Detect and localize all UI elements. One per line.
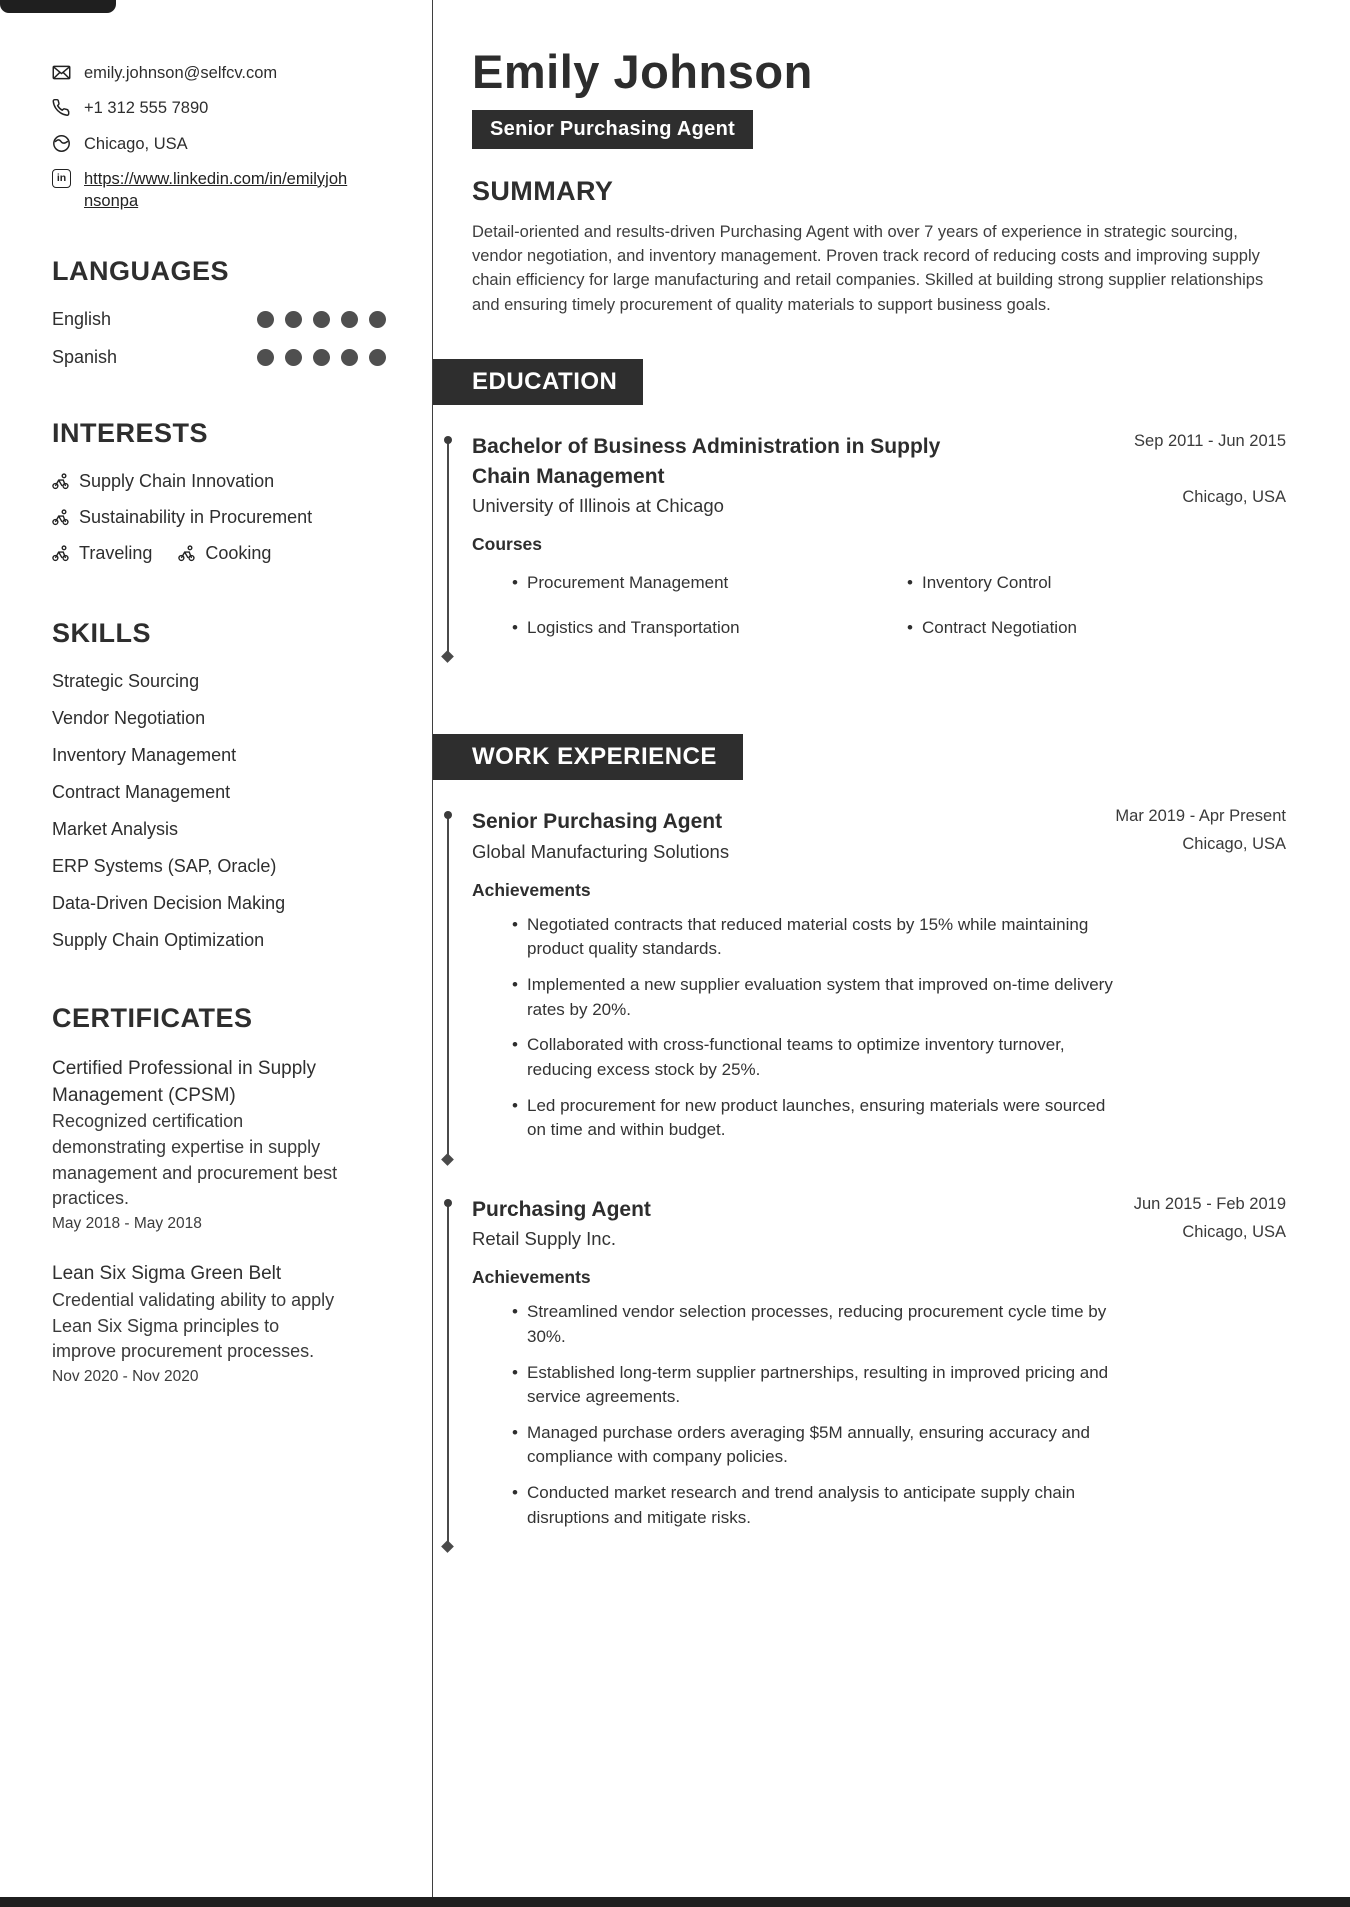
interest-item [52, 543, 152, 564]
language-row [52, 347, 386, 368]
linkedin-icon [52, 169, 71, 188]
course-item: • Contract Negotiation [867, 616, 1262, 641]
achievements-list [472, 913, 1117, 1143]
skill-item: Data-Driven Decision Making [52, 893, 286, 914]
experience-location: Chicago, USA [1182, 835, 1286, 854]
contact-list [52, 62, 386, 212]
contact-email-text: emily.johnson@selfcv.com [84, 64, 278, 82]
skills-heading: SKILLS [52, 618, 152, 649]
education-section-header: EDUCATION [433, 359, 643, 405]
course-item: • Inventory Control [867, 571, 1262, 596]
contact-item-location [52, 133, 386, 155]
level-dot [369, 311, 386, 328]
skill-item: Strategic Sourcing [52, 671, 200, 692]
level-dot [285, 349, 302, 366]
timeline-line [447, 441, 449, 656]
education-entry [472, 432, 1286, 640]
envelope-icon [52, 63, 71, 82]
contact-location-text: Chicago, USA [84, 134, 188, 153]
interest-label: Sustainability in Procurement [79, 507, 313, 528]
achievement-item: • Negotiated contracts that reduced material costs by 15% while maintaining product quality standards. [472, 913, 1117, 962]
experience-section-header: WORK EXPERIENCE [433, 734, 743, 780]
company-name: Global Manufacturing Solutions [472, 840, 730, 862]
skill-item: ERP Systems (SAP, Oracle) [52, 856, 277, 877]
company-name: Retail Supply Inc. [472, 1228, 616, 1250]
level-dot [257, 349, 274, 366]
skill-item: Market Analysis [52, 819, 179, 840]
experience-entry-header [472, 1195, 1286, 1250]
level-dot [369, 349, 386, 366]
timeline-line [447, 816, 449, 1159]
candidate-name: Emily Johnson [472, 45, 813, 98]
job-title-badge: Senior Purchasing Agent [472, 110, 753, 149]
interest-item [52, 471, 386, 492]
skill-item: Inventory Management [52, 745, 237, 766]
achievement-item: • Managed purchase orders averaging $5M annually, ensuring accuracy and compliance with company policies. [472, 1421, 1117, 1470]
contact-item-phone [52, 97, 386, 119]
certificate-item [52, 1261, 340, 1386]
skill-item: Vendor Negotiation [52, 708, 206, 729]
degree-title: Bachelor of Business Administration in Supply Chain Management [472, 435, 941, 488]
achievement-item: • Implemented a new supplier evaluation system that improved on-time delivery rates by 20%. [472, 973, 1117, 1022]
language-row [52, 309, 386, 330]
contact-item-email [52, 62, 386, 84]
timeline-diamond [441, 1540, 454, 1553]
education-entry-meta [1134, 432, 1286, 517]
certificate-date: May 2018 - May 2018 [52, 1215, 202, 1233]
experience-dates: Mar 2019 - Apr Present [1115, 807, 1286, 826]
experience-entry-left [472, 1195, 651, 1250]
sidebar [0, 0, 433, 1897]
position-title: Purchasing Agent [472, 1197, 651, 1221]
certificate-description: Credential validating ability to apply Lean Six Sigma principles to improve procurement processes. [52, 1289, 335, 1362]
linkedin-link[interactable]: https://www.linkedin.com/in/emilyjohnsonpa [84, 169, 348, 211]
experience-entry [472, 1195, 1286, 1531]
interest-label: Traveling [79, 543, 153, 564]
timeline-dot [444, 1199, 452, 1207]
interest-label: Cooking [205, 543, 272, 564]
achievement-item: • Conducted market research and trend analysis to anticipate supply chain disruptions and mitigate risks. [472, 1481, 1117, 1530]
certificate-date: Nov 2020 - Nov 2020 [52, 1368, 199, 1386]
globe-icon [52, 134, 71, 153]
achievement-item: • Streamlined vendor selection processes, reducing procurement cycle time by 30%. [472, 1300, 1117, 1349]
level-dot [313, 311, 330, 328]
phone-icon [52, 98, 71, 117]
contact-phone-text: +1 312 555 7890 [84, 99, 209, 118]
achievement-item: • Established long-term supplier partnerships, resulting in improved pricing and service agreements. [472, 1361, 1117, 1410]
interest-item [52, 507, 386, 528]
achievements-list [472, 1300, 1117, 1530]
interest-icon [178, 545, 195, 562]
timeline-diamond [441, 1153, 454, 1166]
experience-entry-left [472, 807, 729, 862]
experience-entry-meta [1115, 807, 1286, 862]
experience-dates: Jun 2015 - Feb 2019 [1133, 1194, 1286, 1213]
certificate-item [52, 1056, 340, 1233]
education-location: Chicago, USA [1182, 488, 1286, 507]
skills-list [52, 671, 386, 951]
level-dot [285, 311, 302, 328]
certificate-name: Lean Six Sigma Green Belt [52, 1263, 282, 1285]
language-level-dots [257, 311, 386, 328]
language-level-dots [257, 349, 386, 366]
certificate-description: Recognized certification demonstrating expertise in supply management and procurement best practices. [52, 1110, 338, 1209]
languages-heading: LANGUAGES [52, 256, 230, 287]
top-left-decor-bar [0, 0, 116, 13]
experience-entry [472, 807, 1286, 1143]
experience-entry-meta [1134, 1195, 1286, 1250]
summary-heading: SUMMARY [472, 175, 614, 206]
timeline-dot [444, 811, 452, 819]
timeline-dot [444, 436, 452, 444]
level-dot [257, 311, 274, 328]
interest-icon [52, 509, 69, 526]
interest-icon [52, 545, 69, 562]
certificate-name: Certified Professional in Supply Management (CPSM) [52, 1058, 317, 1106]
level-dot [313, 349, 330, 366]
language-name: Spanish [52, 347, 118, 368]
experience-entry-header [472, 807, 1286, 862]
language-name: English [52, 309, 112, 330]
interest-icon [52, 473, 69, 490]
certificates-heading: CERTIFICATES [52, 1003, 253, 1034]
course-item: • Logistics and Transportation [472, 616, 867, 641]
achievements-label: Achievements [472, 1267, 591, 1288]
education-dates: Sep 2011 - Jun 2015 [1134, 432, 1286, 451]
interest-item-row [52, 543, 386, 564]
skill-item: Supply Chain Optimization [52, 930, 265, 951]
interest-item [178, 543, 271, 564]
level-dot [341, 349, 358, 366]
timeline-line [447, 1204, 449, 1547]
skill-item: Contract Management [52, 782, 231, 803]
school-name: University of Illinois at Chicago [472, 495, 724, 517]
bottom-decor-bar [0, 1897, 1350, 1907]
education-entry-header [472, 432, 1286, 517]
achievement-item: • Collaborated with cross-functional teams to optimize inventory turnover, reducing excess stock by 25%. [472, 1033, 1117, 1082]
summary-text: Detail-oriented and results-driven Purchasing Agent with over 7 years of experience in strategic sourcing, vendor negotiation, and inventory management. Proven track record of reducing costs and improving supply chain efficiency for large manufacturing and retail companies. Skilled at building strong supplier relationships and ensuring timely procurement of quality materials to support business goals. [472, 222, 1264, 314]
achievement-item: • Led procurement for new product launches, ensuring materials were sourced on time and within budget. [472, 1094, 1117, 1143]
course-item: • Procurement Management [472, 571, 867, 596]
main-column [433, 0, 1350, 1897]
experience-location: Chicago, USA [1182, 1222, 1286, 1241]
timeline-diamond [441, 650, 454, 663]
achievements-label: Achievements [472, 879, 591, 900]
position-title: Senior Purchasing Agent [472, 810, 723, 834]
contact-item-linkedin [52, 168, 386, 213]
courses-label: Courses [472, 534, 543, 555]
interests-heading: INTERESTS [52, 418, 209, 449]
interest-label: Supply Chain Innovation [79, 471, 275, 492]
level-dot [341, 311, 358, 328]
education-entry-left [472, 432, 977, 517]
courses-list [472, 571, 1262, 640]
